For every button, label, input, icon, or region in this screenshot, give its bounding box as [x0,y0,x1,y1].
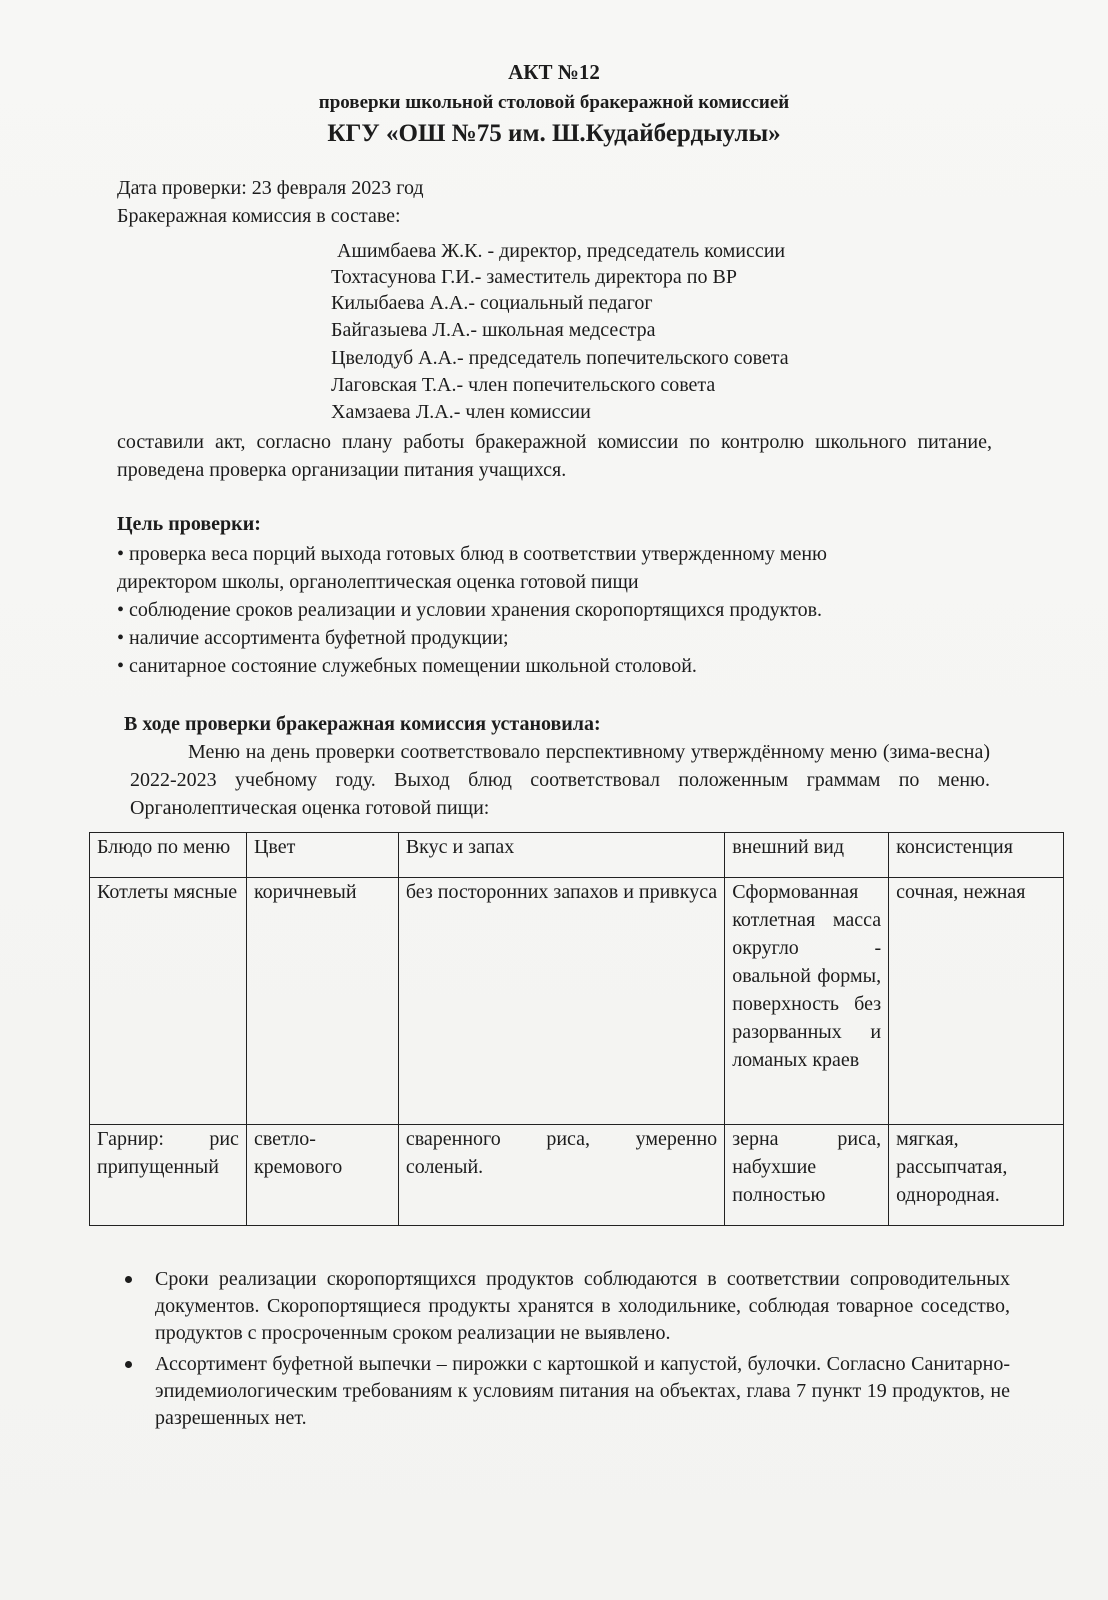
findings-heading: В ходе проверки бракеражная комиссия установила: [124,713,601,735]
table-header-cell: консистенция [889,833,1064,878]
table-header-row [90,833,1064,878]
goal-item: • санитарное состояние служебных помещении школьной столовой. [117,655,697,677]
table-cell: зерна риса, набухшие полностью [725,1125,889,1226]
table-header-cell: Вкус и запах [398,833,724,878]
goal-item: директором школы, органолептическая оценка готовой пищи [117,571,639,593]
table-cell: Гарнир: рис припущенный [90,1125,247,1226]
member-line: Цвелодуб А.А.- председатель попечительского совета [331,347,789,369]
conclusions-list [155,1266,1010,1436]
conclusion-item: Ассортимент буфетной выпечки – пирожки с картошкой и капустой, булочки. Согласно Санитарно- эпидемиологическим требованиям к условиям питания на объектах, глава 7 пункт 19 продуктов, не разрешенных нет. [155,1351,1010,1432]
findings-paragraph: Меню на день проверки соответствовало перспективному утверждённому меню (зима-весна) 2022-2023 учебному году. Выход блюд соответствовал положенным граммам по меню. Органолептическая оценка готовой пищи: [130,741,990,819]
table-cell: сваренного риса, умеренно соленый. [398,1125,724,1226]
table-header-cell: внешний вид [725,833,889,878]
organoleptic-table [89,832,1064,1226]
table-header-cell: Цвет [246,833,398,878]
act-subtitle: проверки школьной столовой бракеражной комиссией [318,92,790,113]
member-line: Тохтасунова Г.И.- заместитель директора по ВР [331,266,737,288]
table-cell: коричневый [246,878,398,1125]
table-cell: светло-кремового [246,1125,398,1226]
commission-intro: Бракеражная комиссия в составе: [117,205,401,227]
conclusion-item: Сроки реализации скоропортящихся продуктов соблюдаются в соответствии сопроводительных документов. Скоропортящиеся продукты хранятся в холодильнике, соблюдая товарное соседство, продуктов с просроченным сроком реализации не выявлено. [155,1266,1010,1347]
member-line: Хамзаева Л.А.- член комиссии [331,401,591,423]
member-line: Ашимбаева Ж.К. - директор, председатель комиссии [337,240,786,262]
table-cell: сочная, нежная [889,878,1064,1125]
intro-paragraph: составили акт, согласно плану работы бракеражной комиссии по контролю школьного питание, проведена проверка организации питания учащихся. [117,431,992,481]
member-line: Байгазыева Л.А.- школьная медсестра [331,319,656,341]
goal-item: • наличие ассортимента буфетной продукции; [117,627,509,649]
school-name-title: КГУ «ОШ №75 им. Ш.Кудайбердыулы» [327,120,781,147]
table-cell: без посторонних запахов и привкуса [398,878,724,1125]
goal-heading: Цель проверки: [117,513,261,535]
table-header-cell: Блюдо по меню [90,833,247,878]
table-row [90,878,1064,1125]
table-cell: Сформованная котлетная масса округло - овальной формы, поверхность без разорванных и ломаных краев [725,878,889,1125]
act-number-title: АКТ №12 [508,60,600,84]
table-row [90,1125,1064,1226]
member-line: Килыбаева А.А.- социальный педагог [331,292,653,314]
table-cell: мягкая, рассыпчатая, однородная. [889,1125,1064,1226]
table-cell: Котлеты мясные [90,878,247,1125]
inspection-date: Дата проверки: 23 февраля 2023 год [117,177,424,199]
goal-item: • проверка веса порций выхода готовых блюд в соответствии утвержденному меню [117,543,827,565]
goal-item: • соблюдение сроков реализации и условии хранения скоропортящихся продуктов. [117,599,823,621]
member-line: Лаговская Т.А.- член попечительского совета [331,374,716,396]
